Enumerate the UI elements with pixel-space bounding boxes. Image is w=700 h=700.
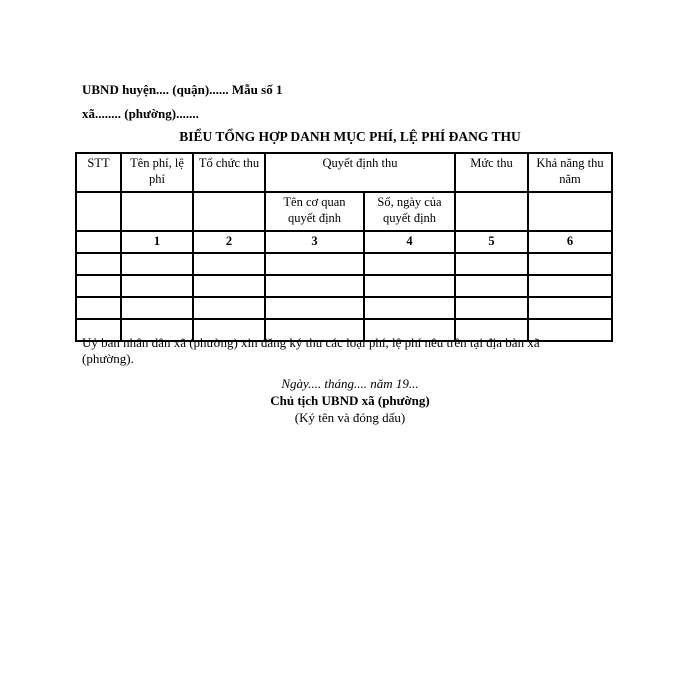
table-header-row-2 — [76, 192, 612, 231]
column-number: 3 — [265, 231, 364, 253]
table-cell — [364, 275, 455, 297]
column-number-row — [76, 231, 612, 253]
table-cell — [193, 192, 265, 231]
header-rate: Mức thu — [455, 153, 528, 192]
table-cell — [121, 297, 193, 319]
table-cell — [193, 253, 265, 275]
signer-title: Chủ tịch UBND xã (phường) — [270, 393, 430, 408]
header-stt: STT — [76, 153, 121, 192]
header-collecting-org: Tổ chức thu — [193, 153, 265, 192]
header-decision-number-date: Số, ngày của quyết định — [364, 192, 455, 231]
table-cell — [76, 253, 121, 275]
header-line-1: UBND huyện.... (quận)...... Mẫu số 1 — [82, 82, 283, 97]
table-cell — [455, 297, 528, 319]
table-cell — [193, 297, 265, 319]
sign-and-stamp-note: (Ký tên và đóng dấu) — [294, 410, 406, 425]
fee-summary-table — [75, 152, 613, 342]
table-cell — [455, 253, 528, 275]
table-cell — [265, 275, 364, 297]
column-number: 2 — [193, 231, 265, 253]
table-cell — [455, 275, 528, 297]
column-number: 5 — [455, 231, 528, 253]
registration-note: Uỷ ban nhân dân xã (phường) xin đăng ký thu các loại phí, lệ phí nêu trên tại địa bàn xã (phường). — [82, 335, 540, 366]
header-fee-name: Tên phí, lệ phí — [121, 153, 193, 192]
table-row — [76, 297, 612, 319]
table-row — [76, 275, 612, 297]
column-number: 6 — [528, 231, 612, 253]
table-cell — [121, 253, 193, 275]
header-annual-capacity: Khả năng thu năm — [528, 153, 612, 192]
table-cell — [455, 192, 528, 231]
table-header-row-1 — [76, 153, 612, 192]
table-cell — [364, 297, 455, 319]
table-cell — [364, 253, 455, 275]
table-cell — [121, 275, 193, 297]
table-cell — [528, 253, 612, 275]
table-cell — [76, 275, 121, 297]
table-cell — [528, 275, 612, 297]
table-row — [76, 253, 612, 275]
table-cell — [528, 192, 612, 231]
signature-date: Ngày.... tháng.... năm 19... — [281, 376, 419, 391]
table-cell — [76, 297, 121, 319]
table-cell — [76, 192, 121, 231]
table-cell — [528, 297, 612, 319]
column-number: 4 — [364, 231, 455, 253]
column-number: 1 — [121, 231, 193, 253]
header-line-2: xã........ (phường)....... — [82, 106, 199, 121]
table-cell — [265, 253, 364, 275]
table-cell — [76, 231, 121, 253]
document-title: BIỂU TỔNG HỢP DANH MỤC PHÍ, LỆ PHÍ ĐANG THU — [179, 129, 521, 144]
table-cell — [265, 297, 364, 319]
header-collection-decision: Quyết định thu — [265, 153, 455, 192]
table-cell — [121, 192, 193, 231]
table-cell — [193, 275, 265, 297]
header-decision-agency: Tên cơ quan quyết định — [265, 192, 364, 231]
